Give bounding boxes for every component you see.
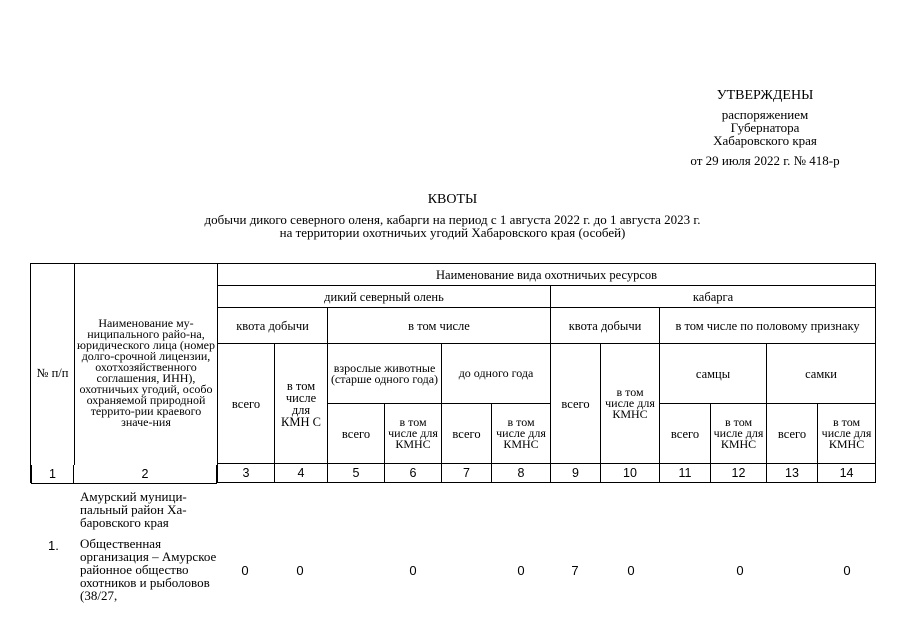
header-females: самки <box>767 344 876 404</box>
document-title: КВОТЫ <box>427 192 478 207</box>
column-number-2: 2 <box>74 465 217 484</box>
header-deer: дикий северный олень <box>218 286 551 308</box>
column-number: 13 <box>767 464 818 483</box>
header-musk: кабарга <box>551 286 876 308</box>
header-quota: квота добычи <box>218 308 328 344</box>
column-number: 8 <box>492 464 551 483</box>
value-musk-quota-kmns: 0 <box>627 563 635 578</box>
value-deer-quota-total: 0 <box>241 563 249 578</box>
value-musk-quota-total: 7 <box>571 563 579 578</box>
column-number: 14 <box>818 464 876 483</box>
header-number: № п/п <box>31 264 75 483</box>
approval-line: Губернатора <box>730 120 800 135</box>
header-males: самцы <box>660 344 767 404</box>
header-total: всего <box>442 404 492 464</box>
header-total: всего <box>660 404 711 464</box>
header-resources: Наименование вида охотничьих ресурсов <box>218 264 876 286</box>
header-incl-kmns: в том числе для КМНС <box>818 404 876 464</box>
column-number-1: 1 <box>31 465 74 484</box>
header-quota: квота добычи <box>551 308 660 344</box>
header-name: Наименование му-ниципального райо-на, юридического лица (номер долго-срочной лицензии, охотхозяйственного соглашения, ИНН), охотничьих угодий, особо охраняемой природной террито-рии краевого значе-ния <box>75 264 218 483</box>
header-incl-kmns: в том числе для КМН С <box>275 344 328 464</box>
district-name: Амурский муници-пальный район Ха-баровского края <box>80 489 187 530</box>
header-young: до одного года <box>442 344 551 404</box>
header-incl-kmns: в том числе для КМНС <box>385 404 442 464</box>
value-deer-adults-kmns: 0 <box>409 563 417 578</box>
column-number: 11 <box>660 464 711 483</box>
column-number: 6 <box>385 464 442 483</box>
column-number: 9 <box>551 464 601 483</box>
quota-table <box>30 263 876 483</box>
header-incl-kmns: в том числе для КМНС <box>601 344 660 464</box>
header-incl-kmns: в том числе для КМНС <box>492 404 551 464</box>
approval-line: Хабаровского края <box>713 133 817 148</box>
approval-title: УТВЕРЖДЕНЫ <box>716 88 814 103</box>
table-body <box>0 486 905 640</box>
column-number: 12 <box>711 464 767 483</box>
header-total: всего <box>551 344 601 464</box>
document-subtitle <box>0 213 905 239</box>
header-incl-sex: в том числе по половому признаку <box>660 308 876 344</box>
approval-line: распоряжением <box>721 107 809 122</box>
header-total: всего <box>767 404 818 464</box>
value-deer-quota-kmns: 0 <box>296 563 304 578</box>
row-number: 1. <box>48 538 59 553</box>
column-number: 10 <box>601 464 660 483</box>
header-incl: в том числе <box>328 308 551 344</box>
header-adults: взрослые животные (старше одного года) <box>328 344 442 404</box>
value-musk-males-kmns: 0 <box>736 563 744 578</box>
value-musk-females-kmns: 0 <box>843 563 851 578</box>
subtitle-line: добычи дикого северного оленя, кабарги на период с 1 августа 2022 г. до 1 августа 2023 г. <box>204 212 701 227</box>
column-number: 3 <box>218 464 275 483</box>
subtitle-line: на территории охотничьих угодий Хабаровского края (особей) <box>279 225 626 240</box>
approval-block <box>640 88 890 168</box>
column-number: 7 <box>442 464 492 483</box>
header-total: всего <box>328 404 385 464</box>
column-number: 5 <box>328 464 385 483</box>
column-number: 4 <box>275 464 328 483</box>
value-deer-young-kmns: 0 <box>517 563 525 578</box>
header-total: всего <box>218 344 275 464</box>
header-incl-kmns: в том числе для КМНС <box>711 404 767 464</box>
approval-date: от 29 июля 2022 г. № 418-р <box>690 153 840 168</box>
organization-name: Общественная организация – Амурское районное общество охотников и рыболовов (38/27, <box>80 536 217 603</box>
